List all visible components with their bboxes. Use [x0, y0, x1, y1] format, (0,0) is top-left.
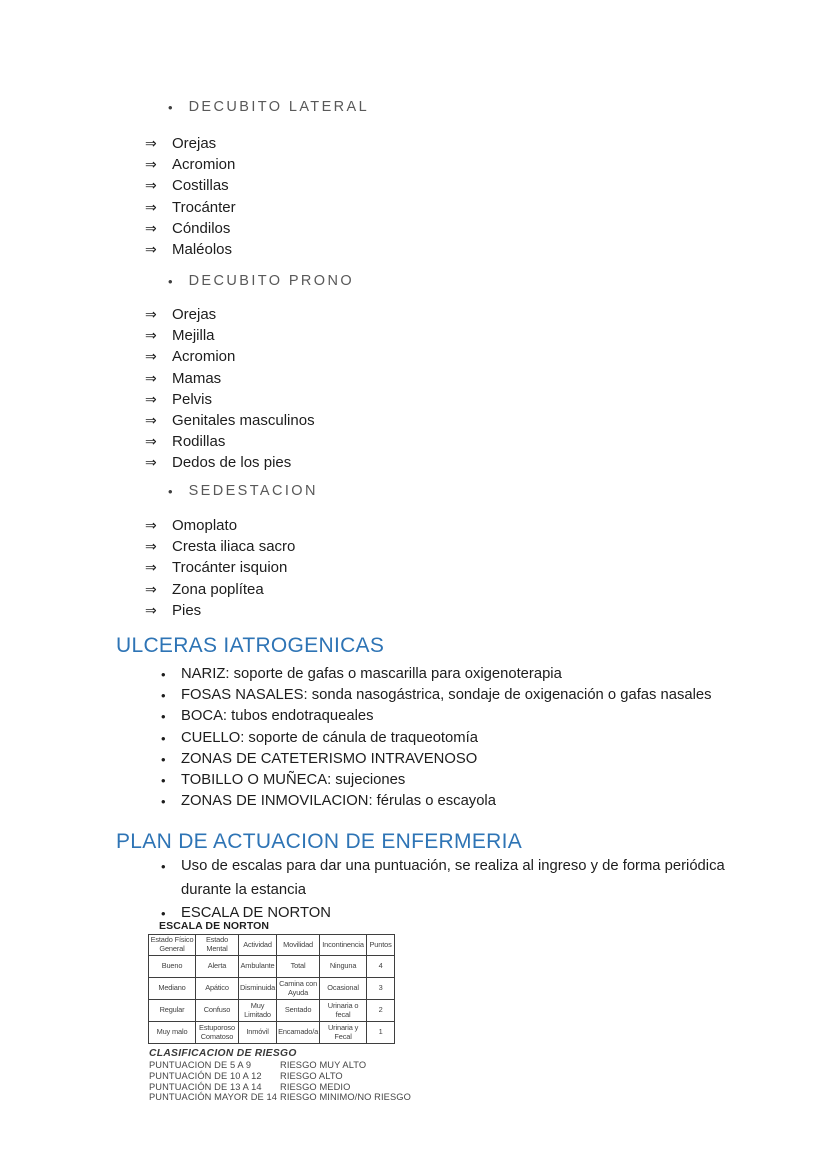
bullet-icon: •: [161, 730, 166, 746]
risk-label: RIESGO MEDIO: [280, 1081, 351, 1092]
list-item-text: Mamas: [172, 369, 222, 387]
norton-scale-table: [148, 934, 395, 1044]
arrow-icon: ⇒: [145, 517, 157, 534]
score-label: PUNTUACIÓN DE 10 A 12: [149, 1070, 262, 1081]
pressure-points-list-lateral: [145, 133, 236, 260]
list-item-text: FOSAS NASALES: sonda nasogástrica, sondaje de oxigenación o gafas nasales: [181, 687, 712, 704]
list-item-text: ZONAS DE CATETERISMO INTRAVENOSO: [181, 750, 478, 767]
arrow-icon: ⇒: [145, 306, 157, 323]
list-item-text: TOBILLO O MUÑECA: sujeciones: [181, 772, 406, 789]
table-header-cell: Estado Físico General: [149, 935, 196, 956]
score-label: PUNTUACIÓN MAYOR DE 14: [149, 1092, 278, 1103]
list-item-text: Cóndilos: [172, 219, 231, 237]
table-cell: 3: [367, 978, 395, 1000]
table-cell: Apático: [196, 978, 239, 1000]
list-item: [145, 557, 295, 578]
bullet-icon: •: [161, 751, 166, 767]
list-item: [145, 346, 315, 367]
list-item: [161, 791, 712, 812]
table-cell: 2: [367, 1000, 395, 1022]
table-cell: Inmóvil: [239, 1022, 277, 1044]
table-header-cell: Incontinencia: [320, 935, 367, 956]
list-item-text: Costillas: [172, 177, 229, 195]
table-cell: Ocasional: [320, 978, 367, 1000]
list-item: [145, 197, 236, 218]
bullet-icon: •: [161, 794, 166, 810]
list-item: [145, 410, 315, 431]
table-cell: Urinaria o fecal: [320, 1000, 367, 1022]
bullet-icon: •: [161, 906, 166, 921]
list-item-text: Acromion: [172, 348, 236, 366]
arrow-icon: ⇒: [145, 538, 157, 555]
list-item: [161, 664, 712, 685]
table-header-row: [149, 935, 395, 956]
table-cell: Regular: [149, 1000, 196, 1022]
list-item-text: Orejas: [172, 306, 217, 324]
table-cell: Estuporoso Comatoso: [196, 1022, 239, 1044]
section-heading-label: SEDESTACION: [188, 483, 318, 499]
arrow-icon: ⇒: [145, 390, 157, 407]
section-heading-decubito-prono: [168, 273, 354, 290]
score-label: PUNTUACION DE 5 A 9: [149, 1060, 252, 1070]
heading-ulceras-iatrogenicas: ULCERAS IATROGENICAS: [116, 634, 385, 657]
list-item: [145, 600, 295, 621]
bullet-icon: •: [168, 484, 173, 499]
risk-classification-row: [149, 1082, 411, 1093]
list-item-text: Dedos de los pies: [172, 454, 292, 472]
arrow-icon: ⇒: [145, 412, 157, 429]
table-row: [149, 956, 395, 978]
list-item-text: Maléolos: [172, 241, 233, 259]
table-header-cell: Estado Mental: [196, 935, 239, 956]
list-item: [145, 325, 315, 346]
bullet-icon: •: [168, 274, 173, 289]
table-cell: 1: [367, 1022, 395, 1044]
list-item: [145, 133, 236, 154]
heading-plan-actuacion: PLAN DE ACTUACION DE ENFERMERIA: [116, 830, 523, 853]
arrow-icon: ⇒: [145, 177, 157, 194]
table-cell: Sentado: [277, 1000, 320, 1022]
list-item: [161, 855, 725, 902]
table-cell: Camina con Ayuda: [277, 978, 320, 1000]
list-item: [161, 728, 712, 749]
list-item-text: Zona poplítea: [172, 580, 264, 598]
list-item-text: Cresta iliaca sacro: [172, 538, 296, 556]
table-cell: Disminuida: [239, 978, 277, 1000]
list-item-text: [181, 855, 725, 902]
table-cell: Alerta: [196, 956, 239, 978]
arrow-icon: ⇒: [145, 369, 157, 386]
table-header-cell: Puntos: [367, 935, 395, 956]
arrow-icon: ⇒: [145, 559, 157, 576]
risk-classification-row: [149, 1060, 411, 1071]
bullet-icon: •: [161, 773, 166, 789]
list-item: [161, 706, 712, 727]
score-label: PUNTUACIÓN DE 13 A 14: [149, 1081, 262, 1092]
arrow-icon: ⇒: [145, 348, 157, 365]
risk-label: RIESGO MINIMO/NO RIESGO: [280, 1092, 411, 1103]
list-item-text: Pelvis: [172, 390, 213, 408]
risk-label: RIESGO ALTO: [280, 1070, 343, 1081]
bullet-icon: •: [161, 859, 166, 874]
table-cell: Urinaria y Fecal: [320, 1022, 367, 1044]
list-item: [145, 239, 236, 260]
list-item: [145, 452, 315, 473]
arrow-icon: ⇒: [145, 327, 157, 344]
arrow-icon: ⇒: [145, 601, 157, 618]
bullet-icon: •: [161, 688, 166, 704]
list-item-text: BOCA: tubos endotraqueales: [181, 708, 374, 725]
list-item: [145, 536, 295, 557]
section-heading-decubito-lateral: [168, 99, 369, 116]
section-heading-sedestacion: [168, 483, 318, 500]
arrow-icon: ⇒: [145, 241, 157, 258]
list-item: [145, 431, 315, 452]
risk-classification: [149, 1060, 411, 1103]
table-cell: Muy malo: [149, 1022, 196, 1044]
list-item: [145, 304, 315, 325]
risk-classification-title: CLASIFICACION DE RIESGO: [149, 1048, 297, 1059]
plan-list: [161, 855, 725, 926]
bullet-icon: •: [168, 100, 173, 115]
list-item-text: ZONAS DE INMOVILACION: férulas o escayola: [181, 793, 496, 810]
list-item-text: Trocánter isquion: [172, 559, 288, 577]
list-item: [161, 770, 712, 791]
list-item: [161, 685, 712, 706]
risk-classification-row: [149, 1071, 411, 1082]
list-item: [145, 579, 295, 600]
table-cell: Ambulante: [239, 956, 277, 978]
table-cell: Encamado/a: [277, 1022, 320, 1044]
section-heading-label: DECUBITO PRONO: [188, 273, 355, 289]
arrow-icon: ⇒: [145, 454, 157, 471]
table-cell: Ninguna: [320, 956, 367, 978]
table-cell: 4: [367, 956, 395, 978]
arrow-icon: ⇒: [145, 580, 157, 597]
list-item-text: NARIZ: soporte de gafas o mascarilla para oxigenoterapia: [181, 666, 562, 682]
risk-label: RIESGO MUY ALTO: [280, 1060, 367, 1070]
arrow-icon: ⇒: [145, 198, 157, 215]
table-cell: Mediano: [149, 978, 196, 1000]
list-item-text: ESCALA DE NORTON: [181, 905, 331, 921]
list-item-text: Mejilla: [172, 327, 215, 345]
list-item: [145, 218, 236, 239]
table-row: [149, 978, 395, 1000]
arrow-icon: ⇒: [145, 135, 157, 152]
arrow-icon: ⇒: [145, 219, 157, 236]
list-item: [145, 389, 315, 410]
list-item-text: Pies: [172, 601, 202, 619]
arrow-icon: ⇒: [145, 156, 157, 173]
list-item-text: Trocánter: [172, 198, 236, 216]
arrow-icon: ⇒: [145, 433, 157, 450]
list-item-text: Rodillas: [172, 433, 226, 451]
list-item-text: Orejas: [172, 135, 217, 153]
list-item: [161, 749, 712, 770]
norton-scale-title: ESCALA DE NORTON: [159, 920, 270, 932]
list-item-line: Uso de escalas para dar una puntuación, se realiza al ingreso y de forma periódica: [181, 858, 725, 874]
list-item: [145, 368, 315, 389]
table-cell: Confuso: [196, 1000, 239, 1022]
pressure-points-list-prono: [145, 304, 315, 474]
list-item: [145, 515, 295, 536]
table-row: [149, 1022, 395, 1044]
list-item: [145, 175, 236, 196]
table-header-cell: Movilidad: [277, 935, 320, 956]
table-cell: Total: [277, 956, 320, 978]
list-item-text: Acromion: [172, 156, 236, 174]
list-item-text: Genitales masculinos: [172, 412, 315, 430]
pressure-points-list-sedestacion: [145, 515, 295, 621]
table-cell: Muy Limitado: [239, 1000, 277, 1022]
list-item-text: Omoplato: [172, 517, 238, 535]
table-cell: Bueno: [149, 956, 196, 978]
section-heading-label: DECUBITO LATERAL: [188, 99, 370, 115]
list-item-text: CUELLO: soporte de cánula de traqueotomía: [181, 729, 478, 746]
table-header-cell: Actividad: [239, 935, 277, 956]
bullet-icon: •: [161, 667, 166, 682]
risk-classification-row: [149, 1092, 411, 1103]
list-item: [145, 154, 236, 175]
list-item-line: durante la estancia: [181, 881, 307, 898]
bullet-icon: •: [161, 709, 166, 725]
table-row: [149, 1000, 395, 1022]
ulceras-list: [161, 664, 712, 812]
